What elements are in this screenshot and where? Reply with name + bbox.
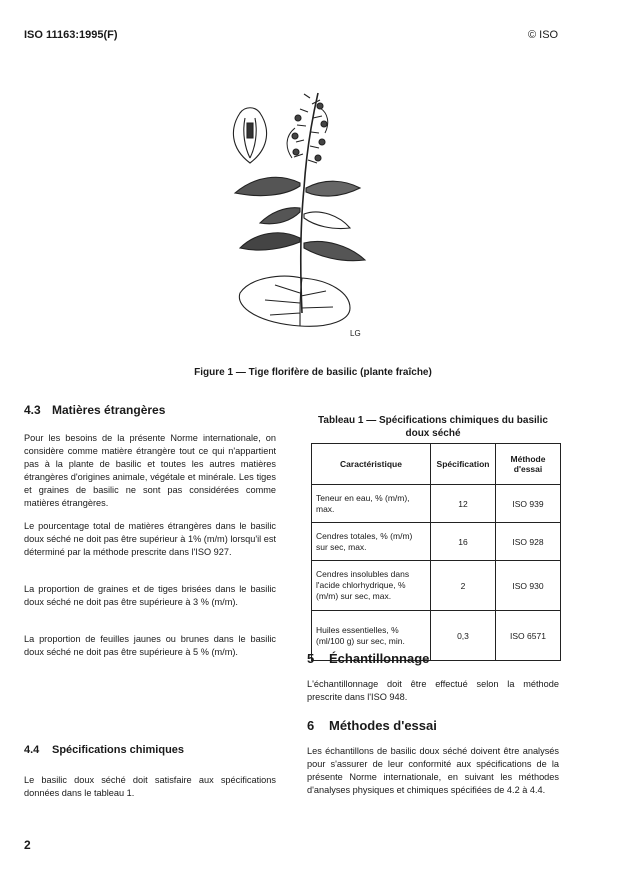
- table-cell: ISO 930: [496, 561, 561, 611]
- table-row: [312, 561, 561, 611]
- table-cell: Cendres totales, % (m/m) sur sec, max.: [312, 523, 431, 561]
- paragraph: Pour les besoins de la présente Norme internationale, on considère comme matière étrangère tout ce qui n'appartient pas à la plante de basilic et toutes les autres matières étrangères d'origines animale, végétale et minérale. Les tiges et graines de basilic ne sont pas considérées comme matières étrangères.: [24, 433, 276, 508]
- section-title: Méthodes d'essai: [329, 718, 437, 733]
- section-title: Spécifications chimiques: [52, 744, 185, 756]
- table-cell: Huiles essentielles, % (ml/100 g) sur sec, min.: [312, 611, 431, 661]
- table-caption-line: doux séché: [405, 428, 461, 439]
- table-cell: ISO 939: [496, 485, 561, 523]
- table-cell: Teneur en eau, % (m/m), max.: [312, 485, 431, 523]
- table-caption-line: Tableau 1 — Spécifications chimiques du basilic: [318, 415, 548, 426]
- section-4-3-heading: [24, 403, 276, 417]
- table-cell: ISO 928: [496, 523, 561, 561]
- table-cell: Cendres insolubles dans l'acide chlorhydrique, % (m/m) sur sec, max.: [312, 561, 431, 611]
- paragraph: La proportion de graines et de tiges brisées dans le basilic doux séché ne doit pas être supérieure à 3 % (m/m).: [24, 584, 276, 607]
- paragraph: Le pourcentage total de matières étrangères dans le basilic doux séché ne doit pas être supérieur à 1% (m/m) lorsqu'il est déterminé par la méthode prescrite dans l'ISO 927.: [24, 521, 276, 557]
- artist-signature: LG: [350, 329, 361, 338]
- figure-caption: Figure 1 — Tige florifère de basilic (plante fraîche): [194, 367, 432, 378]
- section-number: 4.4: [24, 744, 40, 756]
- column-header: Caractéristique: [312, 444, 431, 485]
- table-row: [312, 523, 561, 561]
- section-title: Matières étrangères: [52, 403, 166, 417]
- paragraph: L'échantillonnage doit être effectué selon la méthode prescrite dans l'ISO 948.: [307, 679, 559, 702]
- paragraph: Le basilic doux séché doit satisfaire aux spécifications données dans le tableau 1.: [24, 775, 276, 798]
- table-cell: 2: [431, 561, 496, 611]
- section-number: 4.3: [24, 403, 41, 417]
- basil-drawing-svg: [200, 88, 390, 348]
- basil-plant-illustration: [200, 88, 390, 348]
- copyright-mark: © ISO: [528, 29, 559, 41]
- section-title: Échantillonnage: [329, 651, 430, 666]
- table-cell: 16: [431, 523, 496, 561]
- section-5-heading: [307, 651, 559, 666]
- paragraph: Les échantillons de basilic doux séché doivent être analysés pour s'assurer de leur conformité aux spécifications de la présente Norme internationale, en suivant les méthodes d'analyses physiques et chimiques spécifiées de 4.2 à 4.4.: [307, 746, 559, 795]
- spec-table: [311, 443, 561, 661]
- section-number: 6: [307, 718, 315, 733]
- section-6-heading: [307, 718, 559, 733]
- paragraph: La proportion de feuilles jaunes ou brunes dans le basilic doux séché ne doit pas être supérieure à 5 % (m/m).: [24, 634, 276, 657]
- table-row: [312, 485, 561, 523]
- page-number: 2: [24, 838, 31, 852]
- table-cell: 12: [431, 485, 496, 523]
- document-id: ISO 11163:1995(F): [24, 29, 118, 41]
- table-caption: [307, 414, 559, 440]
- spec-table-wrapper: [311, 443, 561, 661]
- section-4-4-heading: [24, 744, 276, 756]
- table-cell: ISO 6571: [496, 611, 561, 661]
- section-number: 5: [307, 651, 315, 666]
- table-cell: 0,3: [431, 611, 496, 661]
- table-header-row: [312, 444, 561, 485]
- column-header: Spécification: [431, 444, 496, 485]
- column-header: Méthode d'essai: [496, 444, 561, 485]
